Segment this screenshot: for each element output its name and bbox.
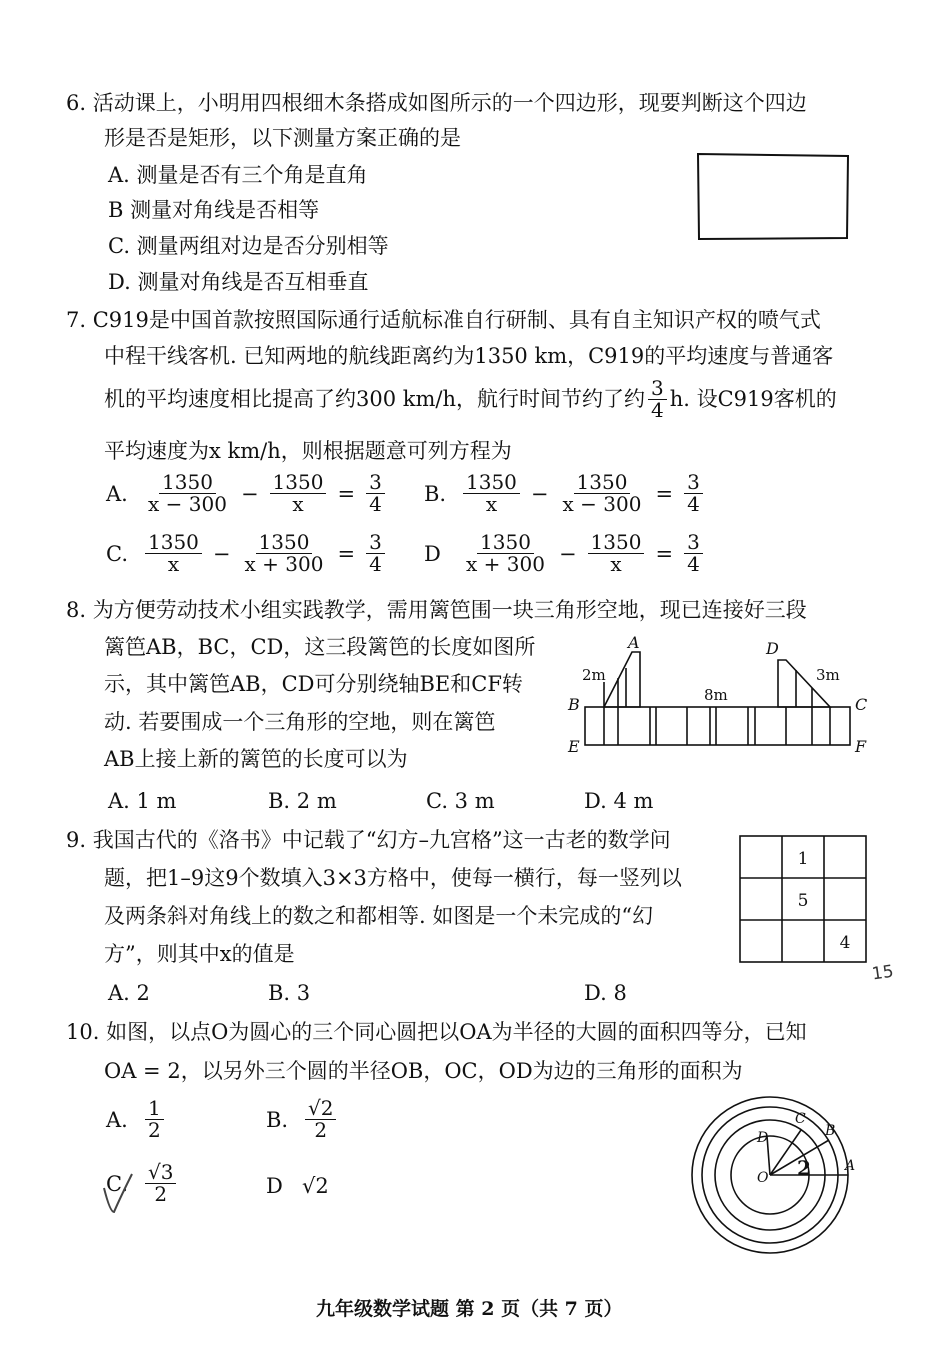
option-result-fraction: [684, 532, 703, 575]
quadrilateral-shape: [698, 154, 848, 239]
option-label: A.: [106, 481, 128, 506]
numerator: 1350: [256, 532, 313, 554]
equals-sign: =: [337, 541, 356, 566]
denominator: x: [167, 552, 180, 576]
option-fraction: [145, 1162, 176, 1205]
q8-line5: AB上接上新的篱笆的长度可以为: [104, 747, 408, 771]
q9-option-b: B. 3: [268, 981, 311, 1005]
label-a: A: [845, 1158, 856, 1174]
option-result-fraction: [366, 532, 385, 575]
q6-line1: 6. 活动课上，小明用四根细木条搭成如图所示的一个四边形，现要判断这个四边: [66, 91, 807, 115]
minus-sign: −: [212, 541, 231, 566]
option-label: C.: [106, 541, 128, 566]
option-fraction-2: [242, 532, 327, 575]
q8-line2: 篱笆AB，BC，CD，这三段篱笆的长度如图所: [104, 635, 536, 659]
label-d: D: [757, 1130, 769, 1146]
option-label: D: [266, 1174, 283, 1198]
q8-line4: 动. 若要围成一个三角形的空地，则在篱笆: [104, 710, 496, 734]
option-fraction-2: [270, 472, 327, 515]
q8-option-b: B. 2 m: [268, 789, 337, 813]
option-value: √2: [302, 1174, 329, 1198]
check-mark-icon: [98, 1168, 138, 1218]
q9-option-a: A. 2: [108, 981, 150, 1005]
denominator: x: [292, 492, 304, 516]
numerator: 1350: [463, 472, 520, 494]
label-d: D: [766, 639, 779, 658]
numerator: 3: [684, 472, 703, 494]
denominator: x: [610, 552, 622, 576]
numerator: 3: [366, 472, 385, 494]
q10-line2: OA = 2，以另外三个圆的半径OB，OC，OD为边的三角形的面积为: [104, 1059, 743, 1083]
denominator: x − 300: [562, 492, 642, 516]
label-a: A: [628, 633, 640, 652]
q8-fence-figure: [560, 630, 880, 765]
numerator: 1350: [145, 532, 202, 554]
q9-option-d: D. 8: [584, 981, 627, 1005]
denominator: x + 300: [244, 552, 324, 576]
label-f: F: [855, 737, 867, 756]
fence-bc: [585, 707, 850, 745]
handwritten-mark: 2: [797, 1156, 811, 1180]
option-fraction-2: [588, 532, 645, 575]
option-fraction-2: [560, 472, 645, 515]
minus-sign: −: [240, 481, 259, 506]
label-b: B: [825, 1123, 836, 1139]
option-label: A.: [106, 1107, 128, 1132]
numerator: 1350: [477, 532, 534, 554]
q6-quadrilateral-figure: [694, 150, 854, 245]
label-c: C: [795, 1111, 806, 1127]
q7-line3: [104, 378, 837, 421]
minus-sign: −: [558, 541, 577, 566]
length-cd: 3m: [816, 666, 840, 684]
numerator: √2: [305, 1098, 336, 1120]
fraction-numerator: 3: [648, 378, 667, 400]
q7-line2: 中程干线客机. 已知两地的航线距离约为1350 km，C919的平均速度与普通客: [104, 344, 834, 368]
denominator: 4: [369, 552, 382, 576]
q9-line3: 及两条斜对角线上的数之和都相等. 如图是一个未完成的“幻: [104, 904, 654, 928]
denominator: x: [485, 492, 498, 516]
numerator: 1: [145, 1098, 164, 1120]
grid-cell: 1: [797, 849, 809, 869]
option-fraction-1: [145, 532, 202, 575]
q10-option-d: [266, 1174, 329, 1198]
numerator: 1350: [574, 472, 631, 494]
page-footer: 九年级数学试题 第 2 页（共 7 页）: [316, 1298, 623, 1320]
denominator: 4: [369, 492, 382, 516]
q7-option-c: [106, 532, 388, 575]
fence-ab: [604, 652, 640, 707]
minus-sign: −: [530, 481, 549, 506]
denominator: 2: [148, 1118, 161, 1142]
q7-line4: 平均速度为x km/h，则根据题意可列方程为: [104, 439, 512, 463]
numerator: √3: [145, 1162, 176, 1184]
q9-magic-square: [736, 832, 871, 967]
grid-cell: 4: [839, 933, 851, 953]
option-result-fraction: [684, 472, 703, 515]
option-result-fraction: [366, 472, 385, 515]
q6-option-d: D. 测量对角线是否互相垂直: [108, 270, 369, 294]
numerator: 1350: [588, 532, 645, 554]
q7-line3-text-b: h. 设C919客机的: [669, 387, 837, 411]
label-o: O: [757, 1170, 769, 1186]
q7-option-d: [424, 532, 706, 575]
q10-concentric-circles-figure: [685, 1090, 865, 1270]
handwritten-note: 15: [870, 961, 895, 985]
equals-sign: =: [655, 481, 674, 506]
q8-option-c: C. 3 m: [426, 789, 495, 813]
label-c: C: [855, 695, 868, 714]
q6-line2: 形是否是矩形，以下测量方案正确的是: [104, 126, 461, 150]
q10-option-b: [266, 1098, 339, 1141]
q6-option-a: A. 测量是否有三个角是直角: [108, 163, 368, 187]
option-fraction: [305, 1098, 336, 1141]
fraction-denominator: 4: [651, 398, 664, 422]
option-label: B.: [266, 1107, 289, 1132]
q7-time-fraction: [648, 378, 667, 421]
length-ab: 2m: [582, 666, 606, 684]
denominator: 4: [687, 492, 700, 516]
numerator: 1350: [159, 472, 216, 494]
q6-option-b: B 测量对角线是否相等: [108, 198, 320, 222]
label-b: B: [568, 695, 580, 714]
denominator: x + 300: [466, 552, 545, 576]
q8-line1: 8. 为方便劳动技术小组实践教学，需用篱笆围一块三角形空地，现已连接好三段: [66, 598, 807, 622]
q7-option-a: [106, 472, 388, 515]
q8-line3: 示，其中篱笆AB，CD可分别绕轴BE和CF转: [104, 672, 523, 696]
length-bc: 8m: [704, 686, 728, 704]
q9-line2: 题，把1–9这9个数填入3×3方格中，使每一横行，每一竖列以: [104, 866, 682, 890]
option-fraction: [145, 1098, 164, 1141]
option-label: C.: [106, 1171, 128, 1196]
numerator: 3: [684, 532, 703, 554]
q9-line1: 9. 我国古代的《洛书》中记载了“幻方–九宫格”这一古老的数学问: [66, 828, 671, 852]
q7-option-b: [424, 472, 706, 515]
option-label: D: [424, 541, 441, 566]
q9-line4: 方”，则其中x的值是: [104, 942, 295, 966]
numerator: 1350: [270, 472, 327, 494]
option-label: B.: [424, 481, 447, 506]
option-fraction-1: [463, 472, 520, 515]
denominator: 2: [154, 1182, 168, 1206]
equals-sign: =: [655, 541, 674, 566]
q10-option-a: [106, 1098, 167, 1141]
q8-option-a: A. 1 m: [108, 789, 177, 813]
q7-line1: 7. C919是中国首款按照国际通行适航标准自行研制、具有自主知识产权的喷气式: [66, 308, 821, 332]
grid-cell: 5: [797, 891, 809, 911]
denominator: x − 300: [148, 492, 227, 516]
option-fraction-1: [145, 472, 230, 515]
denominator: 2: [314, 1118, 328, 1142]
numerator: 3: [366, 532, 385, 554]
q10-line1: 10. 如图，以点O为圆心的三个同心圆把以OA为半径的大圆的面积四等分，已知: [66, 1020, 807, 1044]
q7-line3-text-a: 机的平均速度相比提高了约300 km/h，航行时间节约了约: [104, 387, 645, 411]
q6-option-c: C. 测量两组对边是否分别相等: [108, 234, 389, 258]
option-fraction-1: [463, 532, 548, 575]
equals-sign: =: [337, 481, 356, 506]
q8-option-d: D. 4 m: [584, 789, 654, 813]
label-e: E: [568, 737, 580, 756]
denominator: 4: [687, 552, 700, 576]
